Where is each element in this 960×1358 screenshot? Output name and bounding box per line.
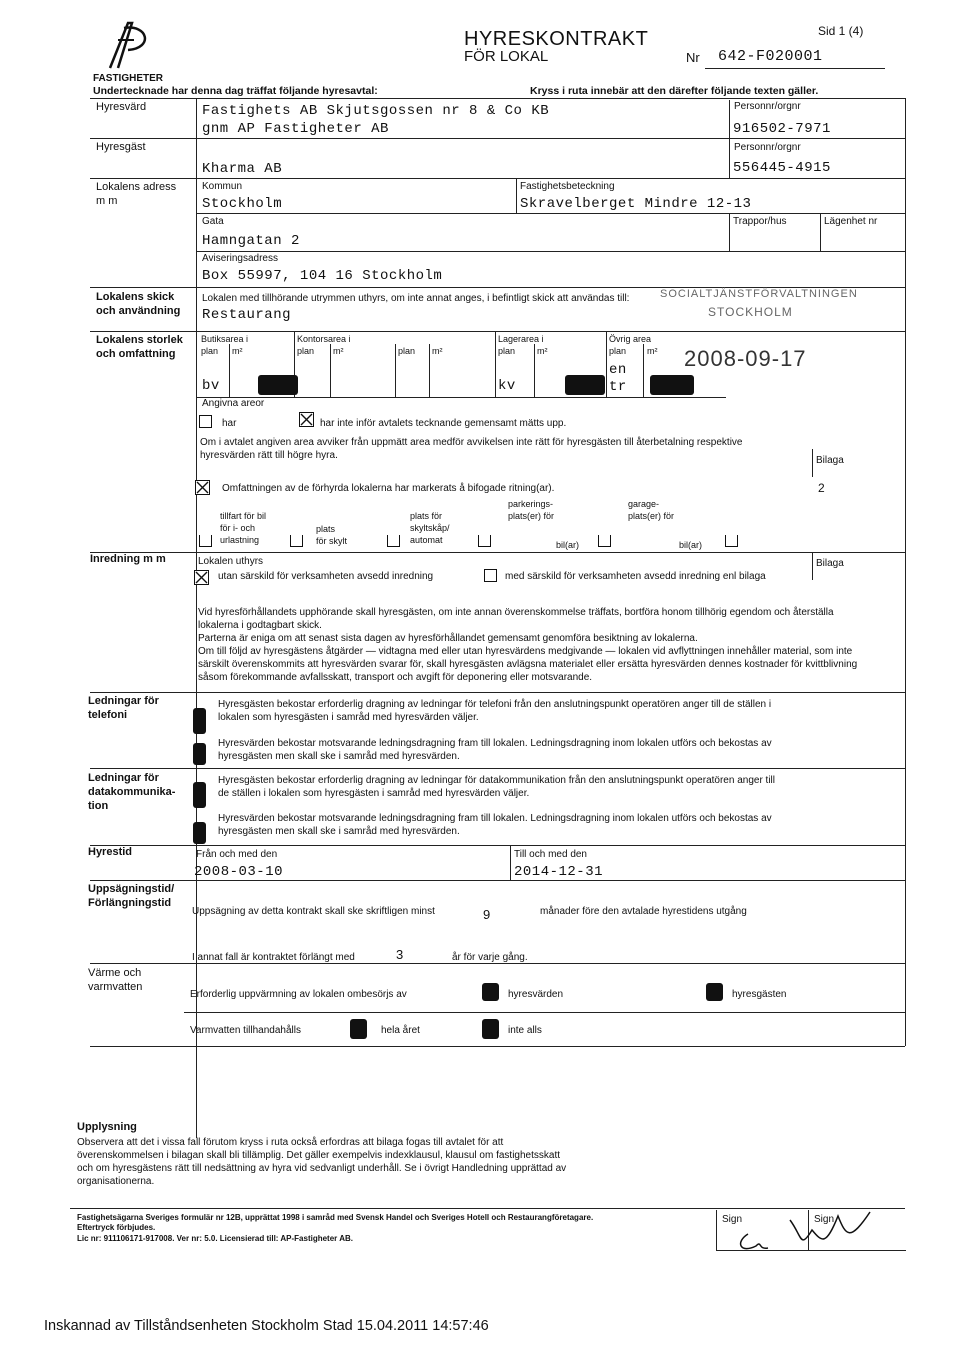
inredning-utan-checkbox[interactable] — [194, 570, 209, 585]
bilaga-label: Bilaga — [816, 455, 844, 466]
avisering-label: Aviseringsadress — [202, 253, 278, 264]
data-opt1: Hyresgästen bekostar erforderlig dragning av ledningar för datakommunikation från den anslutningspunkt operatören anger till de ställen i lokalen som hyresgästen i samråd med hyresvärden väljer. — [218, 775, 775, 799]
plan-label: plan — [609, 346, 627, 356]
upplysning-title: Upplysning — [77, 1121, 137, 1133]
garage-checkbox[interactable] — [725, 535, 738, 547]
tenant-name: Kharma AB — [202, 161, 283, 177]
side-hyresgast: Hyresgäst — [96, 141, 146, 153]
telefoni-opt2-mark[interactable] — [193, 743, 206, 765]
forlangning-text: I annat fall är kontraktet förlängt med — [192, 952, 355, 963]
landlord-name-2: gnm AP Fastigheter AB — [202, 121, 389, 137]
uppsagning-months: 9 — [483, 907, 491, 922]
side-varme: Värme och varmvatten — [88, 967, 143, 993]
skick-text: Lokalen med tillhörande utrymmen uthyrs, om inte annat anges, i befintligt skick att användas till: — [202, 293, 630, 304]
angivna-areor-label: Angivna areor — [202, 398, 265, 409]
skylt-label: plats för skylt — [316, 524, 348, 546]
inredning-paragraph-3: Om till följd av hyresgästens åtgärder — vidtagna med eller utan hyresvärdens medgivande — lokalen vid avflyttningen innehåller material, som inte särskilt överenskommits att hyresvärden svarar för, skall hyresgästen avlägsna materialet eller ersätta hyresvärden dennes kostnader för kvittblivning såsom förekommande avfallsskatt, transport och avgift för deponering eller motsvarande. — [198, 646, 858, 683]
uppsagning-text-2: månader före den avtalade hyrestidens utgång — [540, 906, 747, 917]
butiksarea-label: Butiksarea i — [201, 334, 249, 344]
data-opt2: Hyresvärden bekostar motsvarande ledningsdragning fram till lokalen. Ledningsdragning inom lokalen utförs och bekostas av hyresgästen men skall ske i samråd med hyresvärden. — [218, 813, 772, 837]
upplysning-text: Observera att det i vissa fall förutom kryss i ruta också erfordras att bilaga fogas till avtalet för att överenskommelsen i bilagan skall bli tillämplig. Det gäller exempelvis indexklausul, klausul om fastighetsskatt och om hyresgästens rätt till nedsättning av hyra vid sedvanligt underhåll. Se i övrigt Handledning upprättad av organisationerna. — [77, 1137, 567, 1187]
footer-line-3: Lic nr: 911106171-917008. Ver nr: 5.0. Licensierad till: AP-Fastigheter AB. — [77, 1234, 353, 1243]
har-checkbox[interactable] — [199, 415, 212, 428]
kommun-label: Kommun — [202, 181, 243, 192]
intro-left: Undertecknade har denna dag träffat följande hyresavtal: — [93, 85, 378, 97]
forlangning-text-2: år för varje gång. — [452, 952, 528, 963]
automat-checkbox[interactable] — [387, 535, 400, 547]
plan-label: plan — [498, 346, 516, 356]
area-en: en — [609, 362, 627, 378]
side-adress: Lokalens adress m m — [96, 181, 177, 207]
inredning-utan-label: utan särskild för verksamheten avsedd inredning — [218, 571, 434, 582]
m2-label: m² — [232, 346, 243, 356]
side-data: Ledningar för datakommunika- tion — [88, 772, 176, 812]
m2-label: m² — [432, 346, 443, 356]
landlord-orgnr-label: Personnr/orgnr — [734, 101, 801, 112]
tillfart-checkbox[interactable] — [199, 535, 212, 547]
lagerarea-label: Lagerarea i — [498, 334, 544, 344]
stamp-line-2: STOCKHOLM — [708, 305, 793, 319]
fastighet-label: Fastighetsbeteckning — [520, 181, 615, 192]
tenant-orgnr-label: Personnr/orgnr — [734, 142, 801, 153]
parkering-label: parkerings- plats(er) för — [508, 499, 555, 521]
inredning-med-checkbox[interactable] — [484, 569, 497, 582]
redaction — [650, 375, 694, 395]
tillfart-label: tillfart för bil för i- och urlastning — [220, 511, 267, 545]
area-tr: tr — [609, 379, 627, 395]
varmvatten-hela-mark[interactable] — [350, 1019, 367, 1039]
sign-label-1: Sign — [722, 1214, 743, 1225]
contract-nr-label: Nr — [686, 50, 700, 65]
hyrestid-from-label: Från och med den — [196, 849, 278, 860]
plan-label: plan — [201, 346, 219, 356]
garage-label: garage- plats(er) för — [628, 499, 675, 521]
redaction — [258, 375, 298, 395]
inredning-paragraph-2: Parterna är eniga om att senast sista dagen av hyresförhållandet gemensamt genomföra besiktning av lokalerna. — [198, 633, 698, 644]
bilaga-number: 2 — [818, 481, 825, 495]
har-label: har — [222, 418, 237, 429]
scan-stamp: Inskannad av Tillståndsenheten Stockholm Stad 15.04.2011 14:57:46 — [44, 1318, 489, 1334]
varmvatten-inte-mark[interactable] — [482, 1019, 499, 1039]
gata-label: Gata — [202, 216, 224, 227]
har-inte-label: har inte inför avtalets tecknande gemensamt mätts upp. — [320, 418, 567, 429]
plan-label: plan — [297, 346, 315, 356]
document-title: HYRESKONTRAKT — [464, 28, 649, 50]
m2-label: m² — [333, 346, 344, 356]
omfattning-text: Omfattningen av de förhyrda lokalerna har markerats å bifogade ritning(ar). — [222, 483, 555, 494]
varmvatten-hela: hela året — [381, 1025, 420, 1036]
data-opt2-mark[interactable] — [193, 822, 206, 844]
varme-hyresgasten-mark[interactable] — [706, 983, 723, 1001]
brand-name: FASTIGHETER — [93, 73, 164, 84]
garage-bil-label: bil(ar) — [679, 540, 703, 550]
trappor-label: Trappor/hus — [733, 216, 787, 227]
m2-label: m² — [647, 346, 658, 356]
side-uppsagning: Uppsägningstid/ Förlängningstid — [88, 883, 175, 909]
hyrestid-from: 2008-03-10 — [194, 864, 284, 880]
hyrestid-to: 2014-12-31 — [514, 864, 604, 880]
logo — [88, 18, 168, 73]
avisering-value: Box 55997, 104 16 Stockholm — [202, 268, 443, 284]
forlangning-years: 3 — [396, 947, 404, 962]
varmvatten-text: Varmvatten tillhandahålls — [190, 1025, 301, 1036]
plan-label: plan — [398, 346, 416, 356]
contract-nr-value: 642-F020001 — [718, 48, 823, 65]
side-hyrestid: Hyrestid — [88, 846, 133, 858]
data-opt1-mark[interactable] — [193, 782, 206, 808]
side-inredning: Inredning m m — [90, 553, 166, 565]
automat-label: plats för skyltskåp/ automat — [410, 511, 450, 545]
gata-value: Hamngatan 2 — [202, 233, 300, 249]
side-storlek: Lokalens storlek och omfattning — [96, 334, 183, 360]
area-kv: kv — [498, 378, 516, 394]
hyrestid-to-label: Till och med den — [514, 849, 587, 860]
parkering-checkbox[interactable] — [598, 535, 611, 547]
landlord-name: Fastighets AB Skjutsgossen nr 8 & Co KB — [202, 103, 550, 119]
footer-line-2: Eftertryck förbjudes. — [77, 1223, 156, 1232]
kontorsarea-label: Kontorsarea i — [297, 334, 351, 344]
page-number: Sid 1 (4) — [818, 24, 864, 38]
telefoni-opt1-mark[interactable] — [193, 708, 206, 734]
telefoni-opt1: Hyresgästen bekostar erforderlig dragning av ledningar för telefoni från den anslutningspunkt operatören anger till de ställen i lokalen som hyresgästen i samråd med hyresvärden väljer. — [218, 699, 772, 723]
document-subtitle: FÖR LOKAL — [464, 48, 549, 65]
skylt-checkbox[interactable] — [290, 535, 303, 547]
redaction — [565, 375, 605, 395]
varme-hyresvarden-mark[interactable] — [482, 983, 499, 1001]
har-inte-checkbox[interactable] — [299, 412, 314, 427]
fastighet-value: Skravelberget Mindre 12-13 — [520, 196, 752, 212]
lagenhet-label: Lägenhet nr — [824, 216, 878, 227]
omfattning-checkbox[interactable] — [195, 480, 210, 495]
parkering-bil-label: bil(ar) — [556, 540, 580, 550]
m2-label: m² — [537, 346, 548, 356]
kommun-value: Stockholm — [202, 196, 283, 212]
automat-box[interactable] — [478, 535, 491, 547]
varme-hyresgasten: hyresgästen — [732, 989, 787, 1000]
telefoni-opt2: Hyresvärden bekostar motsvarande ledningsdragning fram till lokalen. Ledningsdragning inom lokalen utförs och bekostas av hyresgästen men skall ske i samråd med hyresvärden. — [218, 738, 772, 762]
inredning-med-label: med särskild för verksamheten avsedd inredning enl bilaga — [505, 571, 766, 582]
landlord-orgnr: 916502-7971 — [733, 121, 831, 137]
varme-hyresvarden: hyresvärden — [508, 989, 564, 1000]
inredning-bilaga-label: Bilaga — [816, 558, 844, 569]
inredning-paragraph-1: Vid hyresförhållandets upphörande skall hyresgästen, om inte annan överenskommelse träffats, bortföra honom tillhörig egendom och återställa lokalerna i godtagbart skick. — [198, 607, 834, 631]
inredning-label: Lokalen uthyrs — [198, 556, 264, 567]
stamp-line-1: SOCIALTJÄNSTFÖRVALTNINGEN — [660, 288, 858, 300]
footer-line-1: Fastighetsägarna Sveriges formulär nr 12B, upprättat 1998 i samråd med Svensk Handel och Sveriges Hotell och Restaurangföretagare. — [77, 1213, 594, 1222]
tenant-orgnr: 556445-4915 — [733, 160, 831, 176]
uppsagning-text: Uppsägning av detta kontrakt skall ske skriftligen minst — [192, 906, 435, 917]
signature-mark — [730, 1206, 890, 1261]
varme-text: Erforderlig uppvärmning av lokalen ombesörjs av — [190, 989, 407, 1000]
side-hyresvard: Hyresvärd — [96, 101, 147, 113]
date-stamp: 2008-09-17 — [684, 346, 807, 371]
side-skick: Lokalens skick och användning — [96, 291, 181, 317]
varmvatten-inte: inte alls — [508, 1025, 542, 1036]
area-note: Om i avtalet angiven area avviker från uppmätt area medför avvikelsen inte rätt för hyresgästen till återbetalning respektive hyresvärden rätt till högre hyra. — [200, 437, 743, 461]
area-bv: bv — [202, 378, 220, 394]
sign-label-2: Sign — [814, 1214, 835, 1225]
skick-value: Restaurang — [202, 307, 292, 323]
side-telefoni: Ledningar för telefoni — [88, 695, 159, 721]
intro-right: Kryss i ruta innebär att den därefter följande texten gäller. — [530, 85, 819, 97]
ovrig-area-label: Övrig area — [609, 334, 652, 344]
